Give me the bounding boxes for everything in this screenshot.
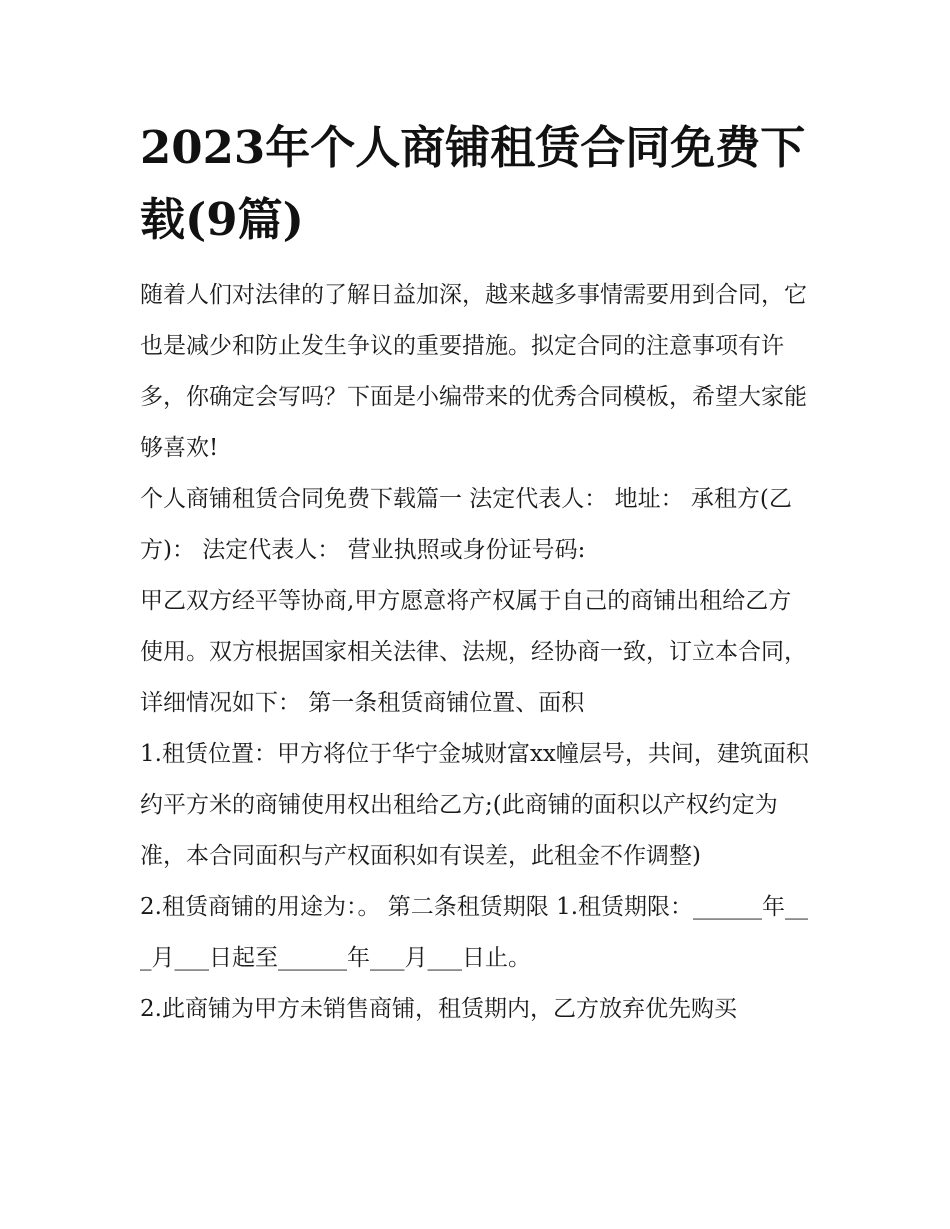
agreement-paragraph: 甲乙双方经平等协商,甲方愿意将产权属于自己的商铺出租给乙方使用。双方根据国家相关法律、法规，经协商一致，订立本合同，详细情况如下： 第一条租赁商铺位置、面积: [140, 588, 807, 716]
contract-parties-paragraph: 个人商铺租赁合同免费下载篇一 法定代表人： 地址： 承租方(乙方)： 法定代表人： 营业执照或身份证号码:: [140, 486, 792, 563]
document-title: 2023年个人商铺租赁合同免费下载(9篇): [140, 121, 806, 246]
lease-location-paragraph: 1.租赁位置：甲方将位于华宁金城财富xx幢层号，共间，建筑面积约平方米的商铺使用权出租给乙方;(此商铺的面积以产权约定为准，本合同面积与产权面积如有误差，此租金不作调整): [140, 741, 809, 869]
intro-paragraph: 随着人们对法律的了解日益加深，越来越多事情需要用到合同，它也是减少和防止发生争议的重要措施。拟定合同的注意事项有许多，你确定会写吗？下面是小编带来的优秀合同模板，希望大家能够喜欢!: [140, 282, 807, 461]
lease-term-paragraph: 2.租赁商铺的用途为：。 第二条租赁期限 1.租赁期限：______年___月___日起至______年___月___日止。: [140, 894, 809, 971]
purchase-right-paragraph: 2.此商铺为甲方未销售商铺，租赁期内，乙方放弃优先购买: [140, 996, 737, 1022]
